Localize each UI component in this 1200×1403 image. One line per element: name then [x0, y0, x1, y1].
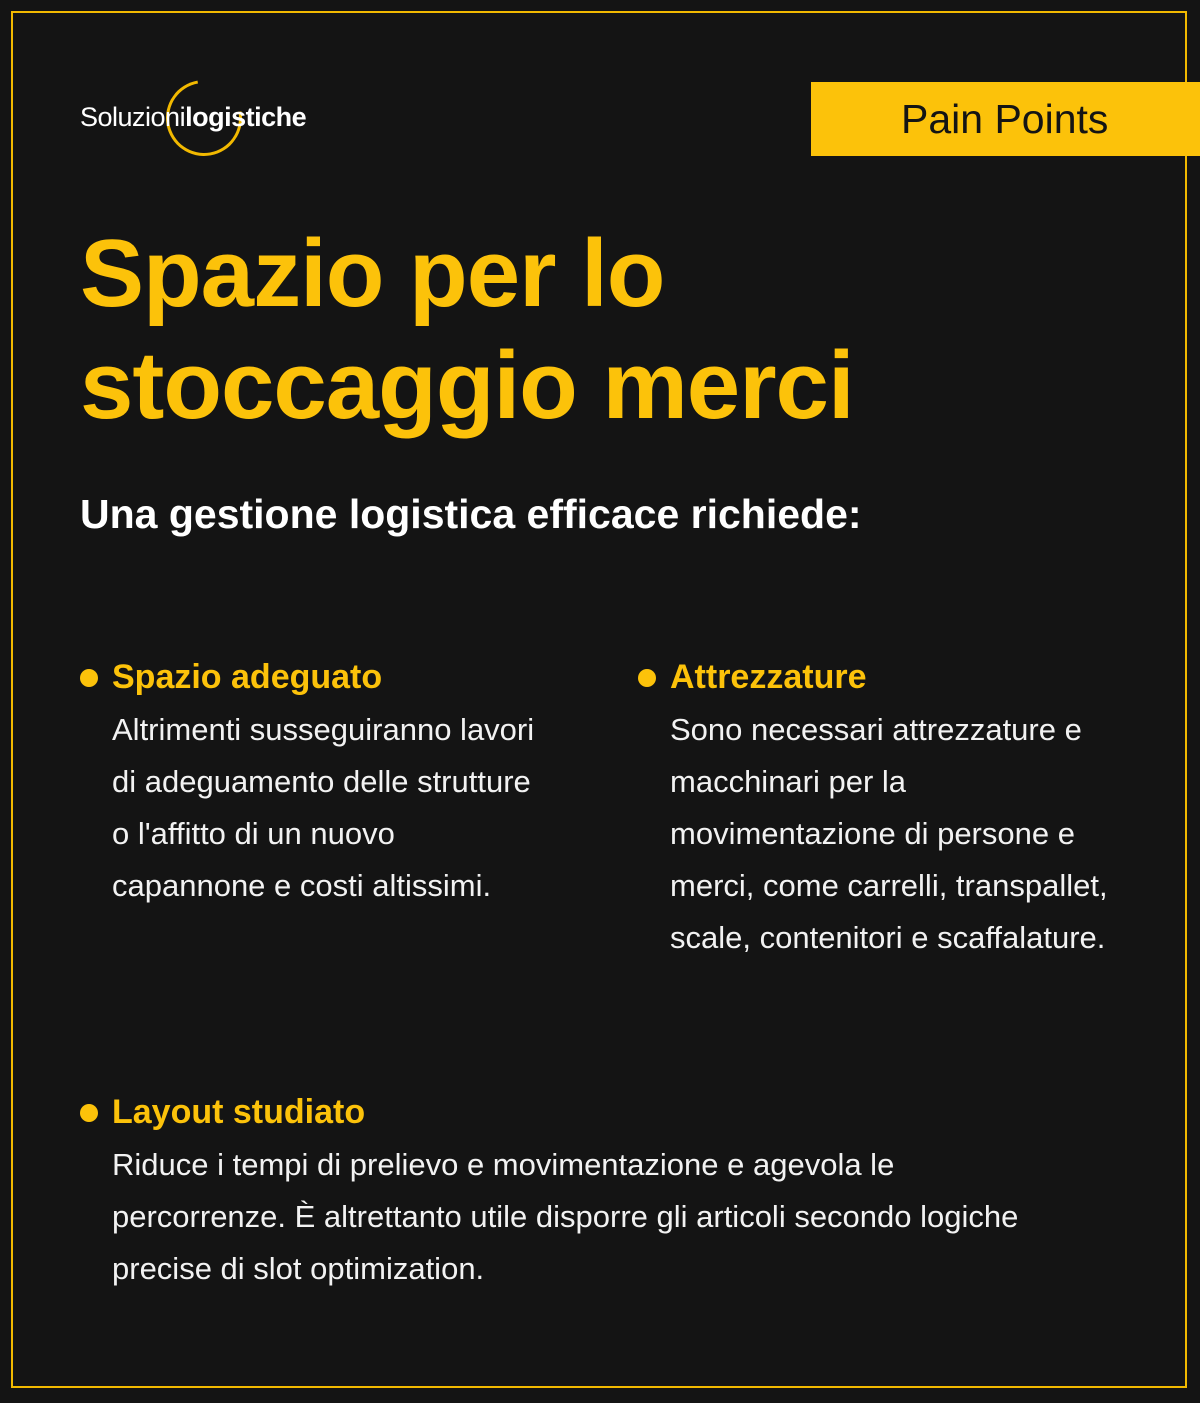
item-heading: Layout studiato	[112, 1093, 366, 1131]
item-body: Riduce i tempi di prelievo e movimentazione e agevola le percorrenze. È altrettanto utile disporre gli articoli secondo logiche precise di slot optimization.	[112, 1147, 1019, 1286]
bullet-dot-icon	[80, 669, 98, 687]
title-line-2: stoccaggio merci	[80, 332, 854, 439]
logo-wordmark	[80, 102, 306, 133]
page-subtitle: Una gestione logistica efficace richiede:	[80, 491, 862, 537]
category-tag: Pain Points	[811, 82, 1200, 156]
item-body: Altrimenti susseguiranno lavori di adeguamento delle strutture o l'affitto di un nuovo capannone e costi altissimi.	[112, 712, 535, 903]
brand-logo	[80, 80, 340, 160]
bullet-dot-icon	[638, 669, 656, 687]
title-line-1: Spazio per lo	[80, 220, 665, 327]
item-heading: Spazio adeguato	[112, 658, 383, 696]
bullet-dot-icon	[80, 1104, 98, 1122]
logo-bold-text: logistiche	[185, 102, 307, 132]
logo-light-text: Soluzioni	[80, 102, 186, 132]
item-heading: Attrezzature	[670, 658, 867, 696]
page-title	[80, 218, 1080, 442]
item-body: Sono necessari attrezzature e macchinari per la movimentazione di persone e merci, come carrelli, transpallet, scale, contenitori e scaffalature.	[670, 712, 1108, 955]
